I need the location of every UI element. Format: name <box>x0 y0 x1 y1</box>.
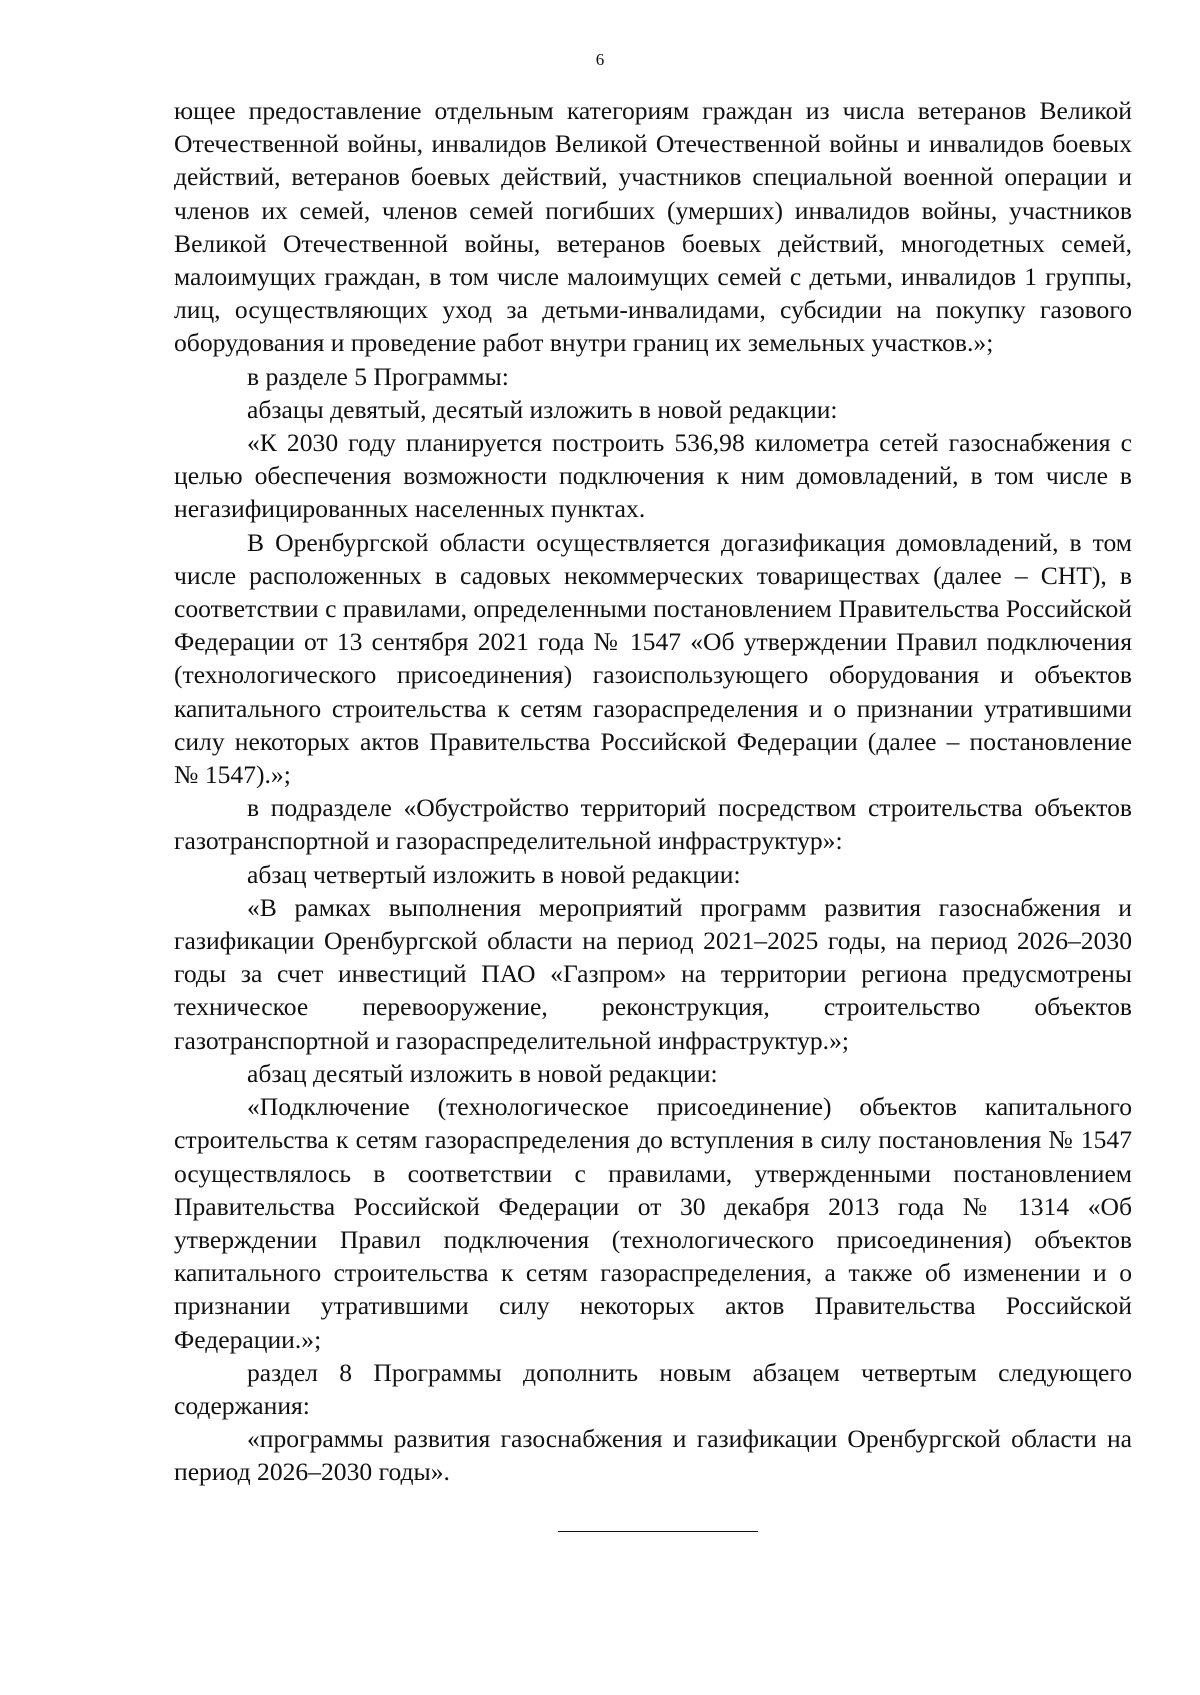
paragraph-quote-gazprom-investments: «В рамках выполнения мероприятий программ развития газоснабжения и газификации Оренбургской области на период 2021–2025 годы, на период 2026–2030 годы за счет инвестиций ПАО «Газпром» на территории региона предусмотрены техническое перевооружение, реконструкция, строительство объектов газотранспортной и газораспределительной инфраструктур.»; <box>174 892 1132 1055</box>
paragraph-section-5-intro: в разделе 5 Программы: <box>247 361 509 391</box>
paragraph-instruction-10: абзац десятый изложить в новой редакции: <box>247 1058 718 1088</box>
closing-divider <box>558 1531 758 1532</box>
page-number: 6 <box>595 50 605 69</box>
paragraph-subsection-intro: в подразделе «Обустройство территорий посредством строительства объектов газотранспортной и газораспределительной инфраструктур»: <box>174 793 1132 856</box>
paragraph-quote-2030-networks: «К 2030 году планируется построить 536,98 километра сетей газоснабжения с целью обеспечения возможности подключения к ним домовладений, в том числе в негазифицированных населенных пунктах. <box>174 428 1132 524</box>
paragraph-instruction-4: абзац четвертый изложить в новой редакции: <box>247 859 741 889</box>
paragraph-quote-connection-rules: «Подключение (технологическое присоединение) объектов капитального строительства к сетям газораспределения до вступления в силу постановления № 1547 осуществлялось в соответствии с правилами, утвержденными постановлением Правительства Российской Федерации от 30 декабря 2013 года № 1314 «Об утверждении Правил подключения (технологического присоединения) объектов капитального строительства к сетям газораспределения, а также об изменении и о признании утратившими силу некоторых актов Правительства Российской Федерации.»; <box>174 1092 1132 1354</box>
paragraph-quote-orenburg-gasification: В Оренбургской области осуществляется догазификация домовладений, в том числе расположенных в садовых некоммерческих товариществах (далее – СНТ), в соответствии с правилами, определенными постановлением Правительства Российской Федерации от 13 сентября 2021 года № 1547 «Об утверждении Правил подключения (технологического присоединения) газоиспользующего оборудования и объектов капитального строительства к сетям газораспределения и о признании утратившими силу некоторых актов Правительства Российской Федерации (далее – постановление № 1547).»; <box>174 527 1132 790</box>
paragraph-section-8-intro: раздел 8 Программы дополнить новым абзацем четвертым следующего содержания: <box>174 1357 1132 1420</box>
paragraph-continuation: ющее предоставление отдельным категориям граждан из числа ветеранов Великой Отечественной войны, инвалидов Великой Отечественной войны и инвалидов боевых действий, ветеранов боевых действий, участников специальной военной операции и членов их семей, членов семей погибших (умерших) инвалидов войны, участников Великой Отечественной войны, ветеранов боевых действий, многодетных семей, малоимущих граждан, в том числе малоимущих семей с детьми, инвалидов 1 группы, лиц, осуществляющих уход за детьми-инвалидами, субсидии на покупку газового оборудования и проведение работ внутри границ их земельных участков.»; <box>174 96 1132 358</box>
paragraph-quote-programs: «программы развития газоснабжения и газификации Оренбургской области на период 2026–2030 годы». <box>174 1424 1132 1487</box>
paragraph-instruction-9-10: абзацы девятый, десятый изложить в новой редакции: <box>247 394 838 424</box>
document-body <box>174 94 1132 1489</box>
